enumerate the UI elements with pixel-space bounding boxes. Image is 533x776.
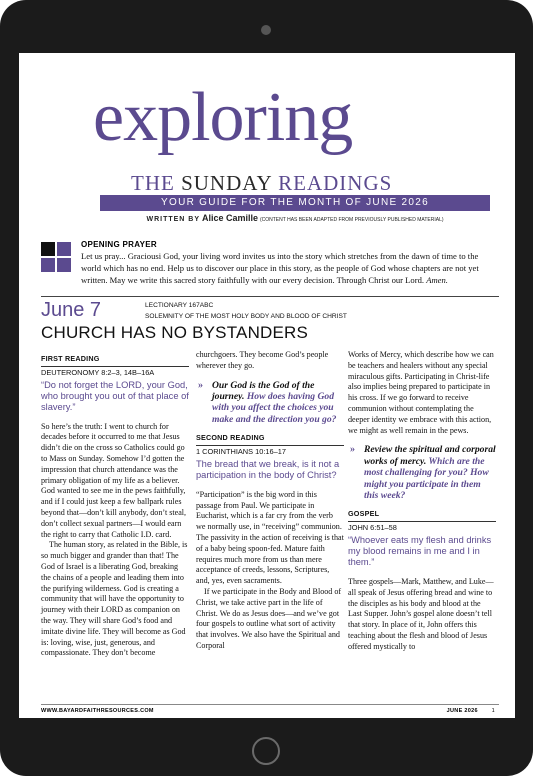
- double-chevron-icon: »: [350, 444, 355, 456]
- paragraph: If we participate in the Body and Blood of Christ, we take active part in the life of Christ. We do as Jesus does—and we’ve got four gospels to outline what sort of activity that involves. We also have the Spiritual and Corporal: [196, 586, 342, 650]
- gospel-quote: “Whoever eats my flesh and drinks my blood remains in me and I in them.”: [348, 535, 492, 567]
- author-note: (CONTENT HAS BEEN ADAPTED FROM PREVIOUSLY PUBLISHED MATERIAL): [259, 217, 444, 223]
- column-middle: [196, 350, 344, 652]
- author-name: Alice Camille: [201, 213, 259, 223]
- gospel-citation: JOHN 6:51–58: [348, 523, 397, 533]
- subtitle-sunday: SUNDAY: [181, 171, 272, 195]
- paragraph: “Participation” is the big word in this passage from Paul. We participate in Eucharist, which is a far cry from the verb we normally use, in “receiving” communion. The passivity in the action of receiving is that of a baby being spoon-fed. Mature faith requires much more from us than mere acceptance of creeds, lessons, Scriptures, and, yes, even sacraments.: [196, 489, 344, 586]
- first-reading-citation: DEUTERONOMY 8:2–3, 14B–16A: [41, 367, 155, 377]
- reflection-question: [196, 380, 344, 426]
- reflection-prompt: How does having God with you affect the choices you make and the direction you go?: [212, 391, 337, 425]
- paragraph: The human story, as related in the Bible, is so much bigger and grander than that! The God of Israel is a liberating God, breaking the chains of a people and leading them into the purifying wilderness. God is creating a community that will have the opportunity to journey with their LORD as companion on the way. They will share God’s food and imitate divine life. They will become as God is: loving, wise, just, generous, and compassionate. They don’t become: [41, 540, 188, 658]
- subtitle-the: THE: [131, 171, 175, 195]
- paragraph: churchgoers. They become God’s people wherever they go.: [196, 350, 329, 370]
- home-button[interactable]: [252, 737, 280, 765]
- footer-url[interactable]: WWW.BAYARDFAITHRESOURCES.COM: [41, 708, 154, 714]
- subtitle-readings: READINGS: [278, 171, 393, 195]
- prayer-squares-icon: [41, 242, 71, 272]
- footer-date: JUNE 2026: [446, 708, 478, 714]
- page-number: 1: [491, 708, 495, 714]
- prayer-amen: Amen.: [426, 275, 448, 285]
- paragraph: So here’s the truth: I went to church for decades before it occurred to me that Jesus didn’t die on the cross so Catholics could go to Mass on Sunday. Somehow I’d gotten the impression that church attendance was the primary obligation of my life as a believer. God wanted to see me in the pews faithfully, and if I could just keep a few ballpark rules beyond that—don’t kill anybody, don’t steal, don’t collect sexual partners—I would earn the right to carry that Catholic I.D. card.: [41, 421, 187, 539]
- footer-info: [447, 708, 495, 714]
- gospel-heading: GOSPEL: [348, 509, 496, 522]
- second-reading-heading: SECOND READING: [196, 433, 344, 446]
- masthead-title: exploring: [93, 79, 353, 156]
- prayer-text: [81, 250, 499, 286]
- paragraph: Three gospels—Mark, Matthew, and Luke—all speak of Jesus offering bread and wine to the disciples as his body and blood at the Last Supper. John’s gospel alone doesn’t tell that story. In place of it, John offers this teaching about the flesh and blood of Jesus offered mystically to: [348, 577, 494, 651]
- first-reading-quote: “Do not forget the LORD, your God, who brought you out of that place of slavery.”: [41, 379, 189, 412]
- feast-name: SOLEMNITY OF THE MOST HOLY BODY AND BLOOD OF CHRIST: [145, 313, 347, 320]
- written-by-label: WRITTEN BY: [146, 216, 201, 223]
- headline: CHURCH HAS NO BYSTANDERS: [41, 323, 309, 342]
- entry-date: June 7: [41, 299, 102, 321]
- camera-icon: [261, 25, 271, 35]
- second-reading-citation: 1 CORINTHIANS 10:16–17: [196, 447, 286, 457]
- lectionary-number: LECTIONARY 167ABC: [145, 302, 214, 309]
- column-right: [348, 350, 496, 653]
- column-left: [41, 350, 189, 659]
- reflection-statement: Our God is the God of the journey.: [212, 379, 315, 402]
- prayer-body: Let us pray... Graciousi God, your living word invites us into the story which stretches from the dawn of time to the world which has no end. Help us to discover our place in this story, as the people of God whose chapters are not yet written. May we write this sacred story faithfully with our every decision. Through Christ our Lord.: [81, 251, 479, 285]
- double-chevron-icon: »: [198, 379, 203, 391]
- document-page: [19, 53, 515, 718]
- byline: [100, 213, 490, 223]
- footer-divider: [41, 704, 499, 705]
- lectionary-info: [145, 300, 347, 322]
- masthead-subtitle: [131, 171, 392, 196]
- reflection-statement: Review the spiritual and corporal works of mercy.: [364, 444, 496, 467]
- prayer-heading: OPENING PRAYER: [81, 240, 157, 249]
- reflection-prompt: Which are the most challenging for you? How might you participate in them this week?: [364, 455, 489, 501]
- second-reading-quote: The bread that we break, is it not a participation in the body of Christ?: [196, 458, 340, 480]
- divider: [41, 296, 499, 297]
- reflection-question: [348, 444, 496, 501]
- first-reading-heading: FIRST READING: [41, 354, 189, 367]
- month-banner: YOUR GUIDE FOR THE MONTH OF JUNE 2026: [100, 195, 490, 211]
- paragraph: Works of Mercy, which describe how we can be teachers and healers without any special miraculous gifts. Participating in Christ-life also implies being prepared to participate in his cross. If we go forward to receive communion without contemplating the deeper identity we embrace with this action, we might as well remain in the pews.: [348, 350, 494, 435]
